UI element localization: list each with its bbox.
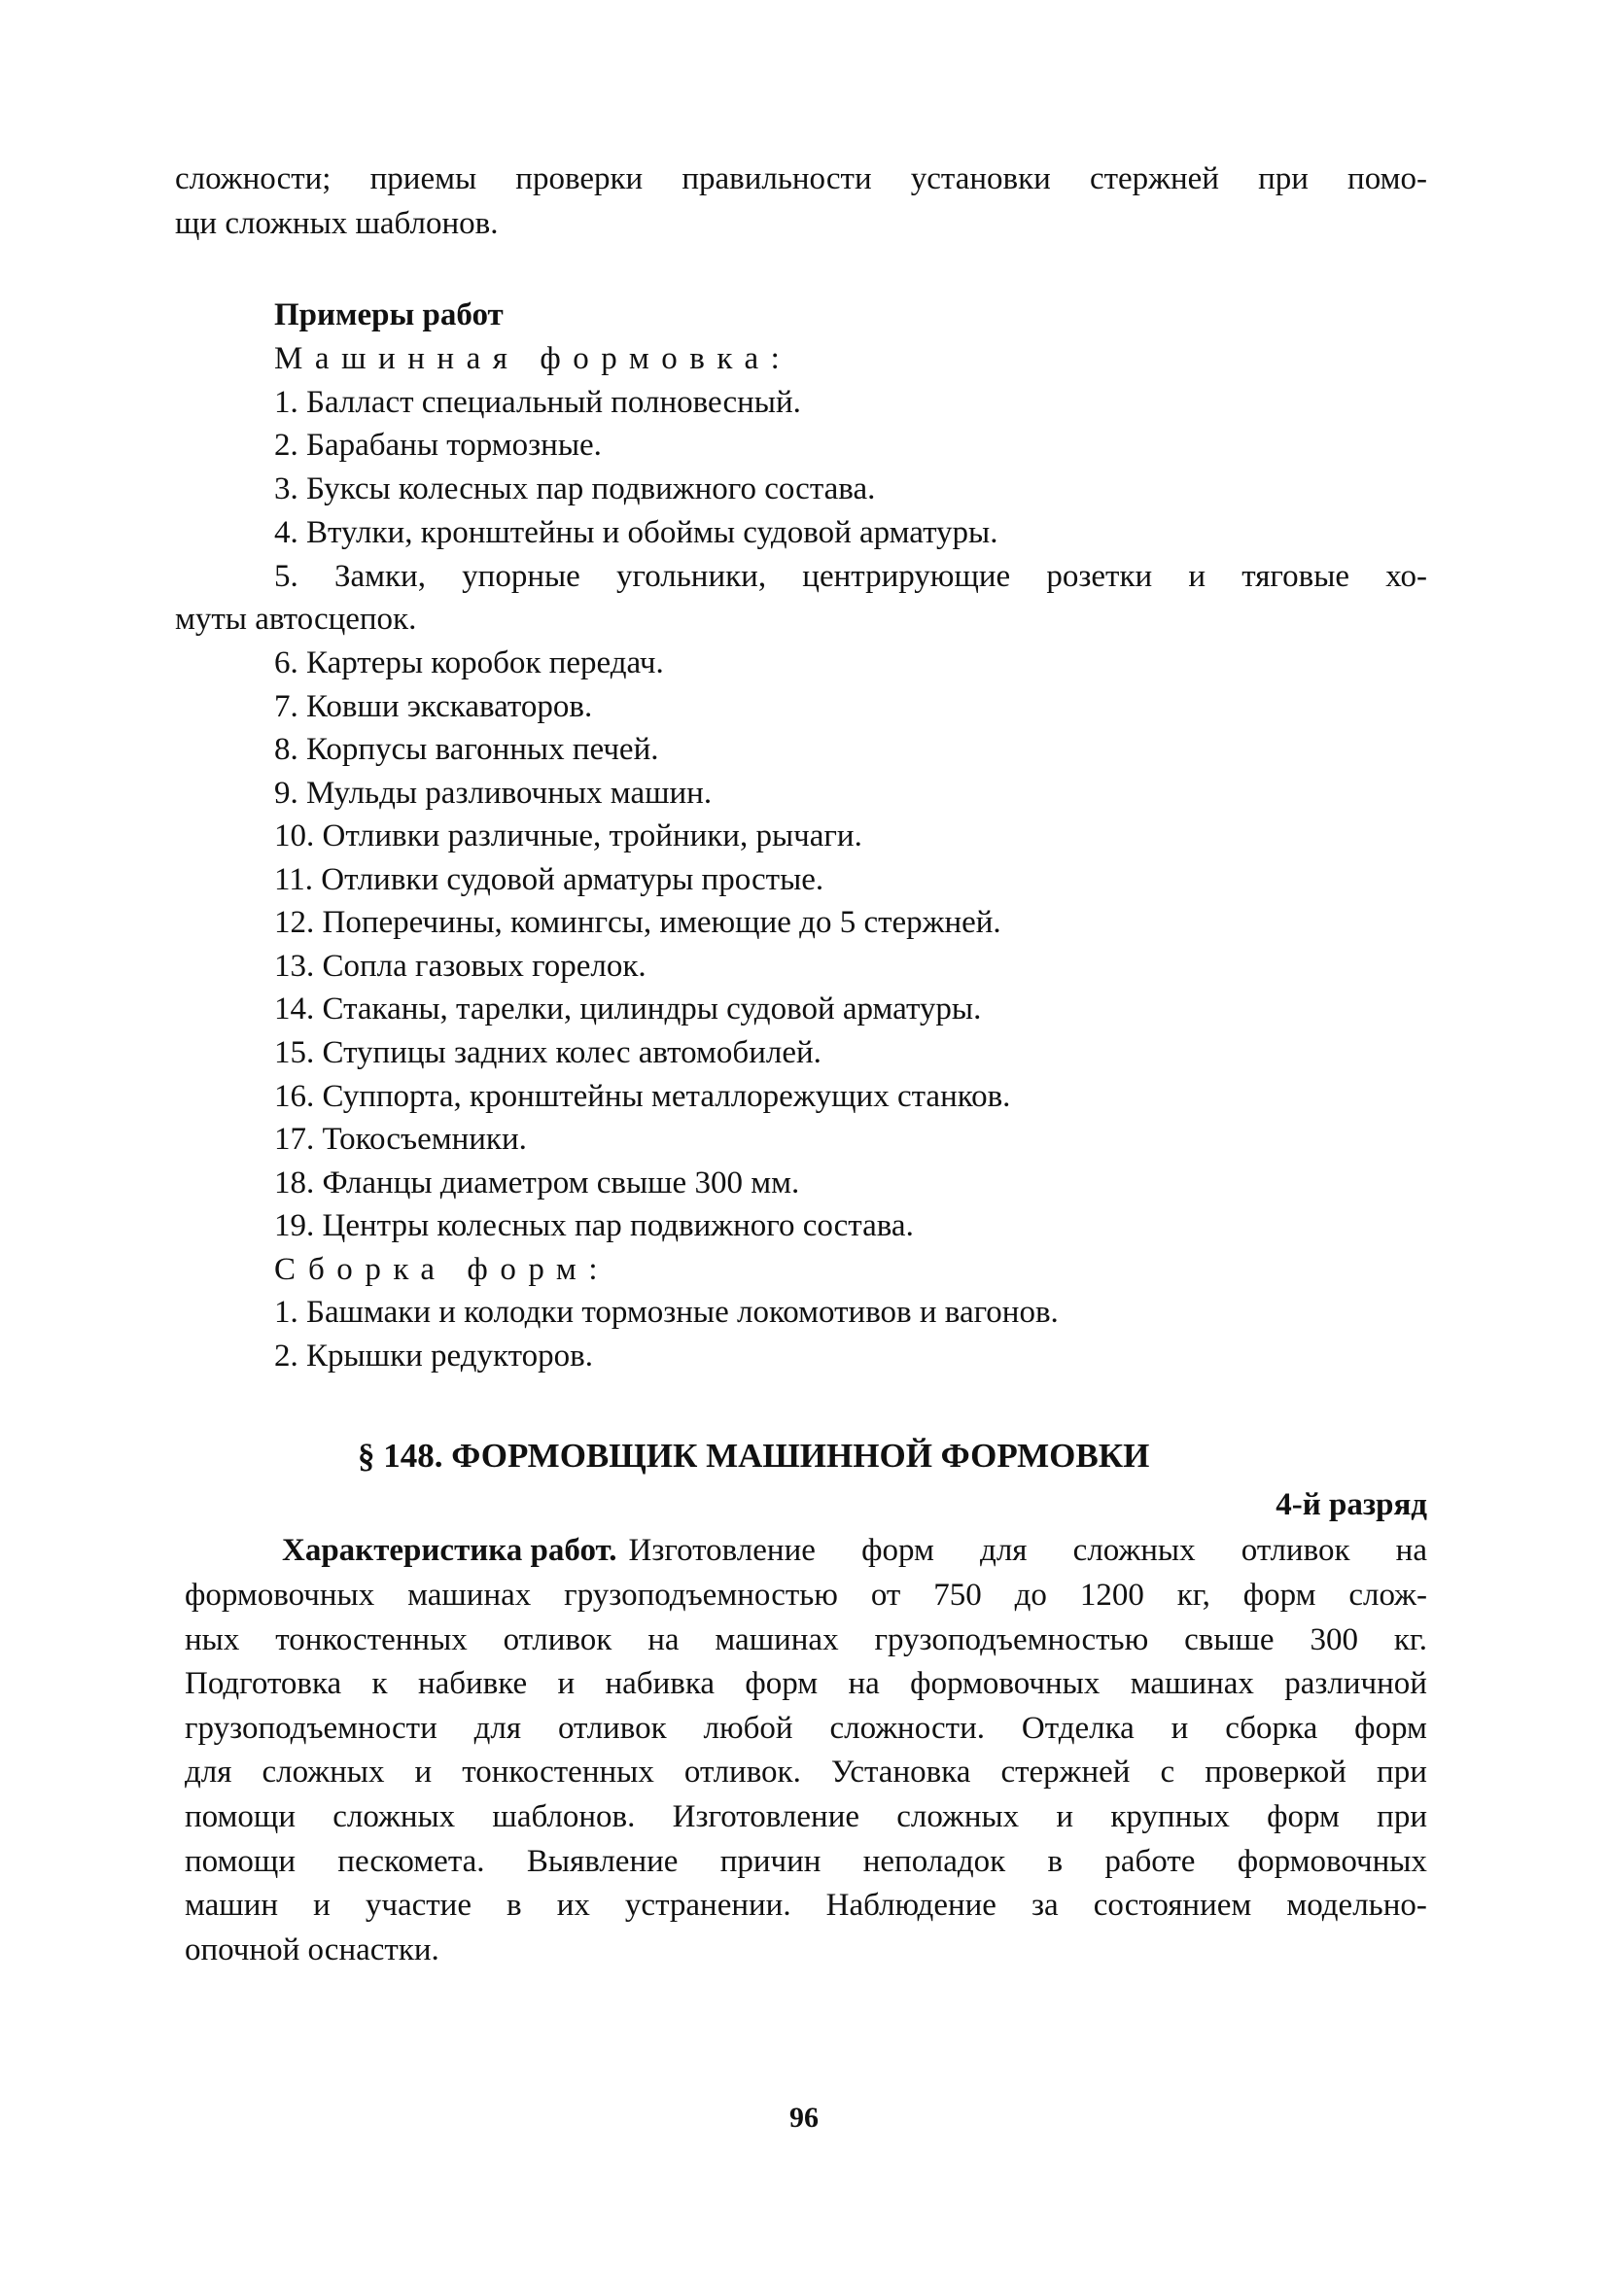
word: отливок	[557, 1711, 667, 1746]
word: 5.	[274, 559, 298, 594]
word: на	[647, 1622, 680, 1657]
list-item: 1. Башмаки и колодки тормозные локомотивов и вагонов.	[274, 1295, 1059, 1330]
word: сборка	[1225, 1711, 1318, 1746]
word: стержней	[1000, 1755, 1131, 1790]
word: Наблюдение	[825, 1888, 996, 1923]
word: приемы	[369, 161, 477, 196]
word: неполадок	[862, 1844, 1006, 1879]
word: машинах	[407, 1578, 532, 1613]
word: кг.	[1393, 1622, 1427, 1657]
word: грузоподъемностью	[874, 1622, 1149, 1657]
list-item-continuation: муты автосцепок.	[175, 602, 417, 637]
word: сложности.	[829, 1711, 986, 1746]
word: проверки	[515, 161, 644, 196]
word: Выявление	[526, 1844, 679, 1879]
word: состоянием	[1093, 1888, 1252, 1923]
word: 300	[1310, 1622, 1358, 1657]
word: работе	[1104, 1844, 1196, 1879]
word: розетки	[1046, 559, 1153, 594]
word: с	[1160, 1755, 1175, 1790]
word: от	[870, 1578, 901, 1613]
grade-label: 4-й разряд	[1276, 1487, 1427, 1522]
list-item: 9. Мульды разливочных машин.	[274, 776, 713, 811]
word: формовочных	[1237, 1844, 1427, 1879]
list-item: 7. Ковши экскаваторов.	[274, 689, 593, 724]
word: при	[1258, 161, 1309, 196]
word: модельно-	[1286, 1888, 1427, 1923]
list-item: 12. Поперечины, комингсы, имеющие до 5 стержней.	[274, 905, 1001, 940]
word: и	[1056, 1799, 1074, 1834]
paragraph-line: опочной оснастки.	[185, 1932, 439, 1967]
word: при	[1377, 1799, 1427, 1834]
word: крупных	[1110, 1799, 1230, 1834]
page-number: 96	[789, 2102, 819, 2134]
word: шаблонов.	[492, 1799, 636, 1834]
word: и	[1188, 559, 1206, 594]
word: пескомета.	[337, 1844, 485, 1879]
word: любой	[703, 1711, 793, 1746]
list-item: 10. Отливки различные, тройники, рычаги.	[274, 818, 862, 853]
word: набивке	[417, 1666, 528, 1701]
word: помо-	[1347, 161, 1427, 196]
word: машин	[185, 1888, 279, 1923]
characteristic-label: Характеристика работ.	[282, 1533, 617, 1568]
word: к	[371, 1666, 388, 1701]
section-heading: § 148. ФОРМОВЩИК МАШИННОЙ ФОРМОВКИ	[358, 1437, 1150, 1475]
list-item: 11. Отливки судовой арматуры простые.	[274, 862, 824, 897]
list-item: 2. Барабаны тормозные.	[274, 428, 602, 463]
list-item: 3. Буксы колесных пар подвижного состава.	[274, 471, 876, 506]
section-subtitle: Примеры работ	[274, 297, 504, 332]
paragraph-line	[185, 1707, 1427, 1750]
list-item: 6. Картеры коробок передач.	[274, 645, 664, 680]
list-item: 14. Стаканы, тарелки, цилиндры судовой арматуры.	[274, 991, 982, 1026]
word: и	[1171, 1711, 1189, 1746]
word: помощи	[185, 1844, 296, 1879]
word: установки	[910, 161, 1051, 196]
word: свыше	[1184, 1622, 1275, 1657]
word: тонкостенных	[275, 1622, 468, 1657]
word: центрирующие	[802, 559, 1011, 594]
word: упорные	[462, 559, 580, 594]
word: кг,	[1176, 1578, 1210, 1613]
word: форм	[1354, 1711, 1427, 1746]
word: для	[980, 1533, 1028, 1568]
word: угольники,	[616, 559, 767, 594]
word: форм	[861, 1533, 934, 1568]
word: отливок	[503, 1622, 612, 1657]
word: Замки,	[333, 559, 426, 594]
word: помощи	[185, 1799, 296, 1834]
word: в	[507, 1888, 522, 1923]
paragraph-line	[185, 1751, 1427, 1793]
paragraph-line: щи сложных шаблонов.	[175, 206, 499, 241]
word: Отделка	[1021, 1711, 1135, 1746]
word: форм	[1242, 1578, 1316, 1613]
list-item	[274, 555, 1427, 598]
word: для	[185, 1755, 232, 1790]
word: при	[1377, 1755, 1427, 1790]
list-item: 16. Суппорта, кронштейны металлорежущих станков.	[274, 1079, 1011, 1114]
word: и	[414, 1755, 433, 1790]
word: сложных	[1072, 1533, 1196, 1568]
list-item: 8. Корпусы вагонных печей.	[274, 732, 659, 767]
list-item: 13. Сопла газовых горелок.	[274, 949, 647, 984]
paragraph-line-words	[629, 1529, 1427, 1572]
list-item: 15. Ступицы задних колес автомобилей.	[274, 1035, 821, 1070]
word: участие	[365, 1888, 472, 1923]
word: грузоподъемностью	[564, 1578, 838, 1613]
word: проверкой	[1205, 1755, 1346, 1790]
paragraph-line	[185, 1662, 1427, 1705]
word: отливок	[1241, 1533, 1350, 1568]
word: правильности	[682, 161, 872, 196]
word: на	[1395, 1533, 1427, 1568]
word: устранении.	[624, 1888, 791, 1923]
word: отливок.	[683, 1755, 801, 1790]
word: на	[848, 1666, 880, 1701]
list-item: 1. Балласт специальный полновесный.	[274, 385, 801, 420]
paragraph-line	[185, 1574, 1427, 1617]
word: слож-	[1348, 1578, 1427, 1613]
word: машинах	[715, 1622, 839, 1657]
list-item: 17. Токосъемники.	[274, 1122, 527, 1157]
word: 1200	[1079, 1578, 1144, 1613]
word: в	[1047, 1844, 1064, 1879]
word: Установка	[830, 1755, 971, 1790]
word: тяговые	[1241, 559, 1350, 594]
word: различной	[1284, 1666, 1427, 1701]
paragraph-line	[185, 1618, 1427, 1661]
word: машинах	[1130, 1666, 1254, 1701]
word: для	[473, 1711, 522, 1746]
word: причин	[719, 1844, 821, 1879]
word: Изготовление	[672, 1799, 860, 1834]
paragraph-line	[185, 1884, 1427, 1927]
word: форм	[1267, 1799, 1340, 1834]
word: сложных	[262, 1755, 385, 1790]
machine-molding-label: Машинная формовка:	[274, 341, 792, 376]
word: ных	[185, 1622, 240, 1657]
paragraph-line	[185, 1795, 1427, 1838]
word: Подготовка	[185, 1666, 342, 1701]
word: сложных	[332, 1799, 456, 1834]
word: сложности;	[175, 161, 332, 196]
word: форм	[745, 1666, 819, 1701]
word: их	[556, 1888, 590, 1923]
word: за	[1031, 1888, 1059, 1923]
assembly-label: Сборка форм:	[274, 1252, 611, 1287]
word: сложных	[896, 1799, 1020, 1834]
word: формовочных	[185, 1578, 375, 1613]
word: до	[1014, 1578, 1047, 1613]
list-item: 18. Фланцы диаметром свыше 300 мм.	[274, 1165, 800, 1200]
word: 750	[933, 1578, 982, 1613]
word: формовочных	[910, 1666, 1101, 1701]
word: грузоподъемности	[185, 1711, 437, 1746]
word: Изготовление	[628, 1533, 816, 1568]
word: стержней	[1089, 161, 1219, 196]
list-item: 4. Втулки, кронштейны и обоймы судовой арматуры.	[274, 515, 998, 550]
word: и	[313, 1888, 331, 1923]
list-item: 2. Крышки редукторов.	[274, 1339, 593, 1374]
paragraph-line	[185, 1840, 1427, 1883]
paragraph-first-line	[282, 1529, 1427, 1572]
word: набивка	[605, 1666, 716, 1701]
word: тонкостенных	[462, 1755, 654, 1790]
paragraph-line	[175, 157, 1427, 200]
word: хо-	[1385, 559, 1427, 594]
word: и	[557, 1666, 576, 1701]
list-item: 19. Центры колесных пар подвижного состава.	[274, 1208, 914, 1243]
